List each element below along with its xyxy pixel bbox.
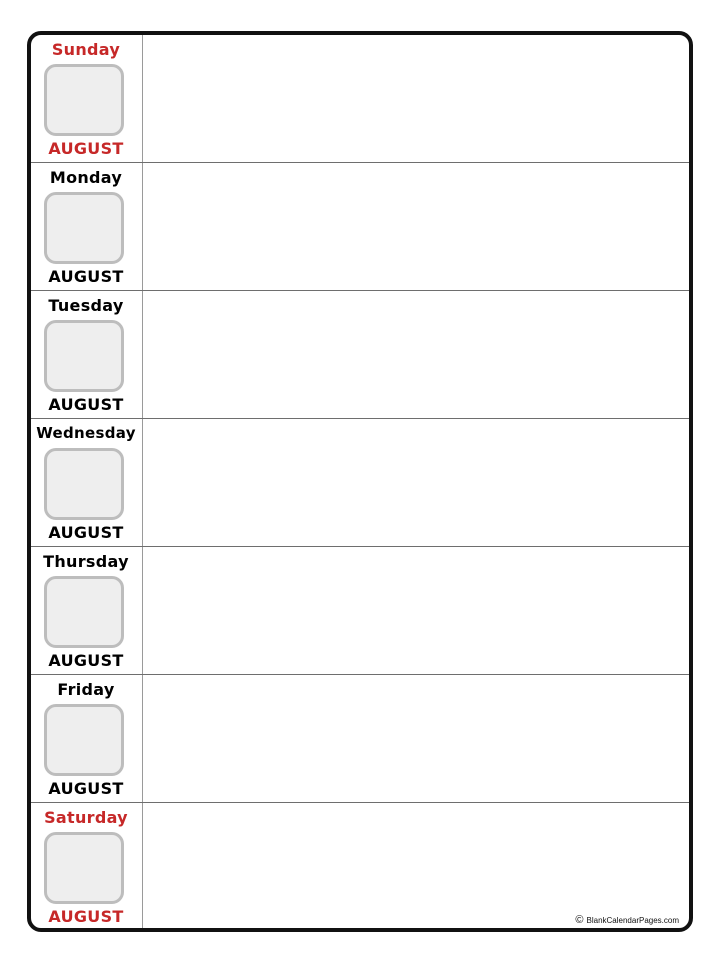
- month-label: AUGUST: [48, 139, 124, 158]
- day-name: Friday: [57, 680, 115, 699]
- day-label-column: [31, 35, 143, 162]
- date-box[interactable]: [44, 64, 124, 136]
- day-label-column: [31, 547, 143, 674]
- day-row-saturday: [31, 803, 689, 928]
- day-label-column: [31, 803, 143, 928]
- month-label: AUGUST: [48, 907, 124, 926]
- notes-area[interactable]: [143, 547, 689, 674]
- date-box[interactable]: [44, 704, 124, 776]
- site-name: BlankCalendarPages.com: [586, 916, 679, 925]
- day-label-column: [31, 419, 143, 546]
- notes-area[interactable]: [143, 419, 689, 546]
- notes-area[interactable]: [143, 675, 689, 802]
- day-name: Thursday: [43, 552, 129, 571]
- day-row-monday: [31, 163, 689, 291]
- day-label-column: [31, 163, 143, 290]
- month-label: AUGUST: [48, 779, 124, 798]
- day-name: Wednesday: [36, 424, 136, 442]
- day-name: Monday: [49, 168, 123, 187]
- day-row-wednesday: [31, 419, 689, 547]
- date-box[interactable]: [44, 576, 124, 648]
- month-label: AUGUST: [48, 267, 124, 286]
- day-label-column: [31, 291, 143, 418]
- notes-area[interactable]: [143, 291, 689, 418]
- day-name: Saturday: [44, 808, 128, 827]
- date-box[interactable]: [44, 832, 124, 904]
- date-box[interactable]: [44, 320, 124, 392]
- month-label: AUGUST: [48, 523, 124, 542]
- day-row-tuesday: [31, 291, 689, 419]
- copyright-icon: ©: [575, 914, 584, 926]
- day-row-sunday: [31, 35, 689, 163]
- day-row-friday: [31, 675, 689, 803]
- copyright-credit: [575, 914, 679, 926]
- weekly-calendar-page: [27, 31, 693, 932]
- notes-area[interactable]: [143, 163, 689, 290]
- month-label: AUGUST: [48, 651, 124, 670]
- date-box[interactable]: [44, 448, 124, 520]
- day-name: Sunday: [51, 40, 121, 59]
- notes-area[interactable]: [143, 35, 689, 162]
- day-label-column: [31, 675, 143, 802]
- date-box[interactable]: [44, 192, 124, 264]
- day-row-thursday: [31, 547, 689, 675]
- notes-area[interactable]: [143, 803, 689, 928]
- day-name: Tuesday: [48, 296, 124, 315]
- month-label: AUGUST: [48, 395, 124, 414]
